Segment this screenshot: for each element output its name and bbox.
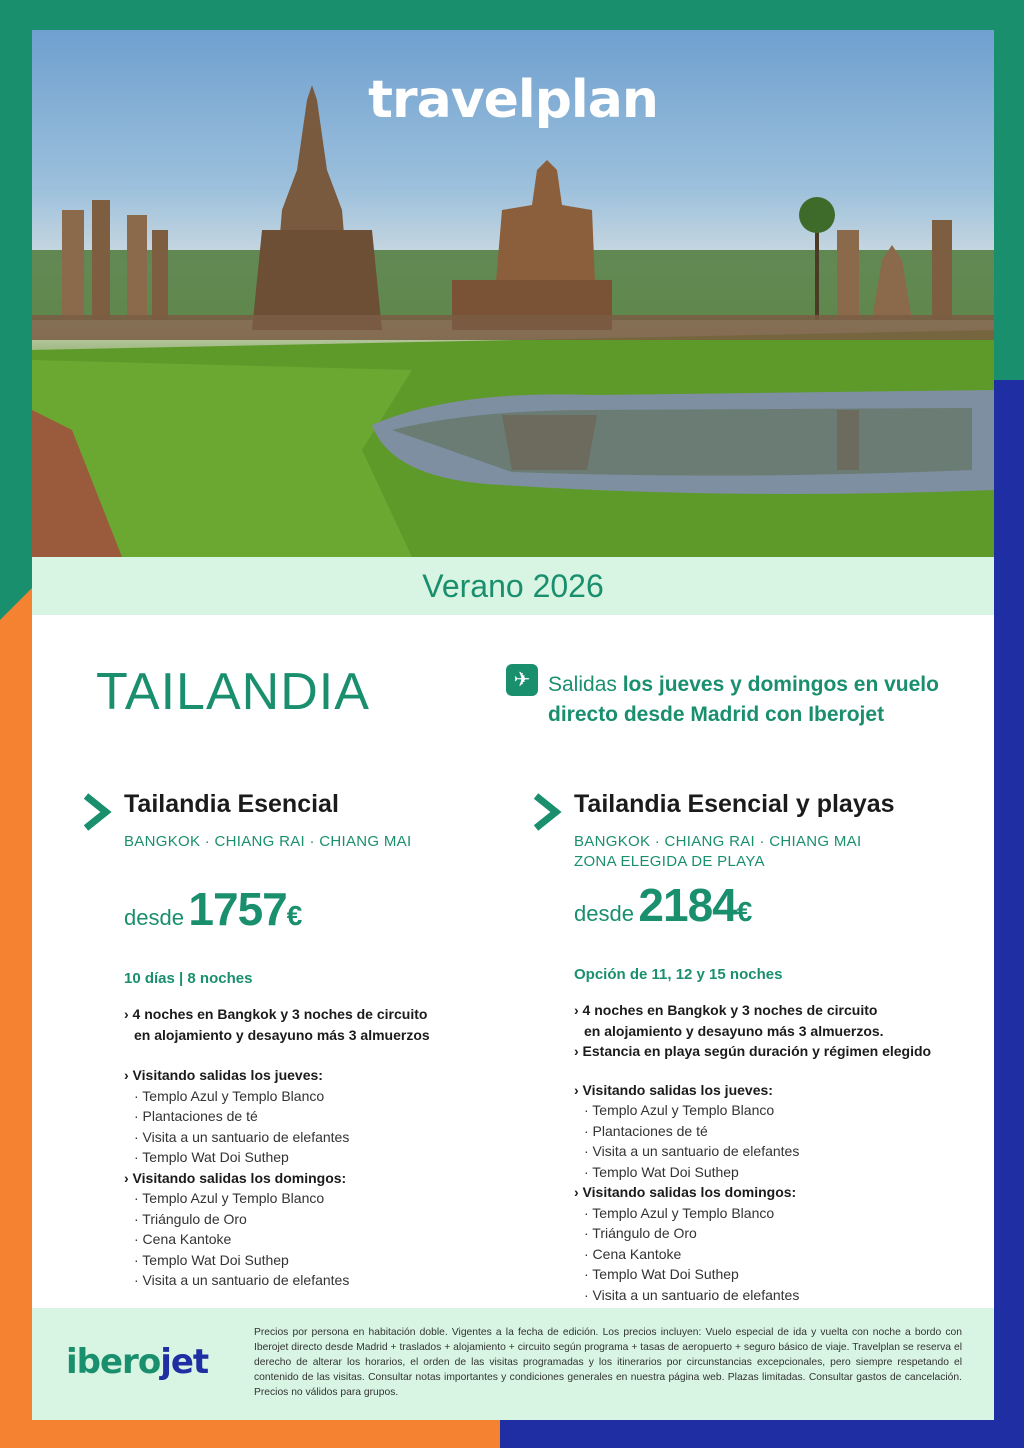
list-item: · Templo Wat Doi Suthep bbox=[584, 1163, 739, 1180]
price-desde: desde bbox=[574, 901, 634, 926]
flight-info bbox=[548, 670, 968, 730]
list-item: · Templo Azul y Templo Blanco bbox=[584, 1204, 775, 1221]
travelplan-logo: travelplan bbox=[368, 70, 658, 130]
iberojet-logo-jet: jet bbox=[160, 1342, 209, 1382]
list-item: · Plantaciones de té bbox=[584, 1122, 708, 1139]
plan-title: Tailandia Esencial y playas bbox=[574, 790, 895, 818]
price-amount: 2184 bbox=[638, 879, 737, 931]
flight-info-bold: los jueves y domingos en vuelo directo desde Madrid con Iberojet bbox=[548, 673, 939, 726]
list-item: · Cena Kantoke bbox=[134, 1231, 232, 1247]
thursday-heading: › Visitando salidas los jueves: bbox=[574, 1081, 773, 1098]
list-item: · Triángulo de Oro bbox=[134, 1210, 247, 1227]
summary-line: en alojamiento y desayuno más 3 almuerzos. bbox=[584, 1022, 884, 1039]
list-item: · Visita a un santuario de elefantes bbox=[134, 1272, 350, 1288]
flight-info-prefix: Salidas bbox=[548, 673, 623, 696]
flyer-sheet bbox=[32, 30, 994, 1420]
plan-title: Tailandia Esencial bbox=[124, 790, 339, 818]
price-amount: 1757 bbox=[188, 883, 287, 935]
iberojet-logo bbox=[66, 1342, 208, 1382]
list-item: · Visita a un santuario de elefantes bbox=[584, 1143, 800, 1159]
sunday-heading: › Visitando salidas los domingos: bbox=[124, 1169, 347, 1186]
summary-line: › 4 noches en Bangkok y 3 noches de circuito bbox=[124, 1006, 428, 1022]
price-desde: desde bbox=[124, 905, 184, 930]
season-banner: Verano 2026 bbox=[32, 557, 994, 615]
plan-cities: BANGKOK · CHIANG RAI · CHIANG MAI bbox=[124, 833, 412, 850]
sunday-heading: › Visitando salidas los domingos: bbox=[574, 1184, 797, 1200]
plan-duration: Opción de 11, 12 y 15 noches bbox=[574, 966, 783, 983]
plan-price bbox=[574, 878, 752, 932]
summary-line: › 4 noches en Bangkok y 3 noches de circuito bbox=[574, 1002, 878, 1018]
list-item: · Cena Kantoke bbox=[584, 1245, 682, 1262]
plan-cities-line-2: ZONA ELEGIDA DE PLAYA bbox=[574, 853, 765, 870]
plan-cities bbox=[574, 832, 861, 872]
list-item: · Templo Azul y Templo Blanco bbox=[134, 1190, 325, 1206]
summary-line: en alojamiento y desayuno más 3 almuerzos bbox=[134, 1026, 430, 1043]
price-currency: € bbox=[286, 900, 303, 931]
legal-text: Precios por persona en habitación doble. Vigentes a la fecha de edición. Los precios incluyen: Vuelo especial de ida y vuelta con noche a bordo con Iberojet directo desde Madrid + traslados + alojamiento + circuito según programa + tasas de aeropuerto + seguro básico de viaje. Travelplan se reserva el derecho de alterar los horarios, el orden de las visitas programadas y los itinerarios por circunstancias excepcionales, pero siempre respetando el contenido de las visitas. Consultar notas importantes y condiciones generales en nuestra página web. Plazas limitadas. Consultar gastos de cancelación. Precios no válidos para grupos. bbox=[254, 1327, 962, 1398]
plan-cities-line: BANGKOK · CHIANG RAI · CHIANG MAI bbox=[574, 833, 862, 850]
destination-title: TAILANDIA bbox=[96, 663, 370, 721]
plan-details bbox=[124, 1004, 524, 1291]
list-item: · Templo Azul y Templo Blanco bbox=[584, 1102, 775, 1118]
summary-line: › Estancia en playa según duración y régimen elegido bbox=[574, 1043, 932, 1059]
iberojet-logo-ibero: ibero bbox=[66, 1342, 161, 1382]
list-item: · Visita a un santuario de elefantes bbox=[584, 1286, 800, 1303]
list-item: · Templo Wat Doi Suthep bbox=[134, 1149, 289, 1165]
list-item: · Visita a un santuario de elefantes bbox=[134, 1128, 350, 1145]
plan-duration: 10 días | 8 noches bbox=[124, 970, 253, 987]
airplane-icon: ✈ bbox=[506, 664, 538, 696]
list-item: · Triángulo de Oro bbox=[584, 1225, 697, 1241]
list-item: · Templo Azul y Templo Blanco bbox=[134, 1087, 325, 1104]
list-item: · Templo Wat Doi Suthep bbox=[584, 1266, 739, 1282]
plan-details bbox=[574, 1000, 974, 1305]
chevron-right-icon bbox=[82, 792, 112, 832]
price-currency: € bbox=[736, 896, 753, 927]
thursday-heading: › Visitando salidas los jueves: bbox=[124, 1067, 323, 1083]
chevron-right-icon bbox=[532, 792, 562, 832]
list-item: · Plantaciones de té bbox=[134, 1108, 258, 1124]
list-item: · Templo Wat Doi Suthep bbox=[134, 1251, 289, 1268]
plan-price bbox=[124, 882, 302, 936]
hero-photo-temple bbox=[32, 30, 994, 557]
